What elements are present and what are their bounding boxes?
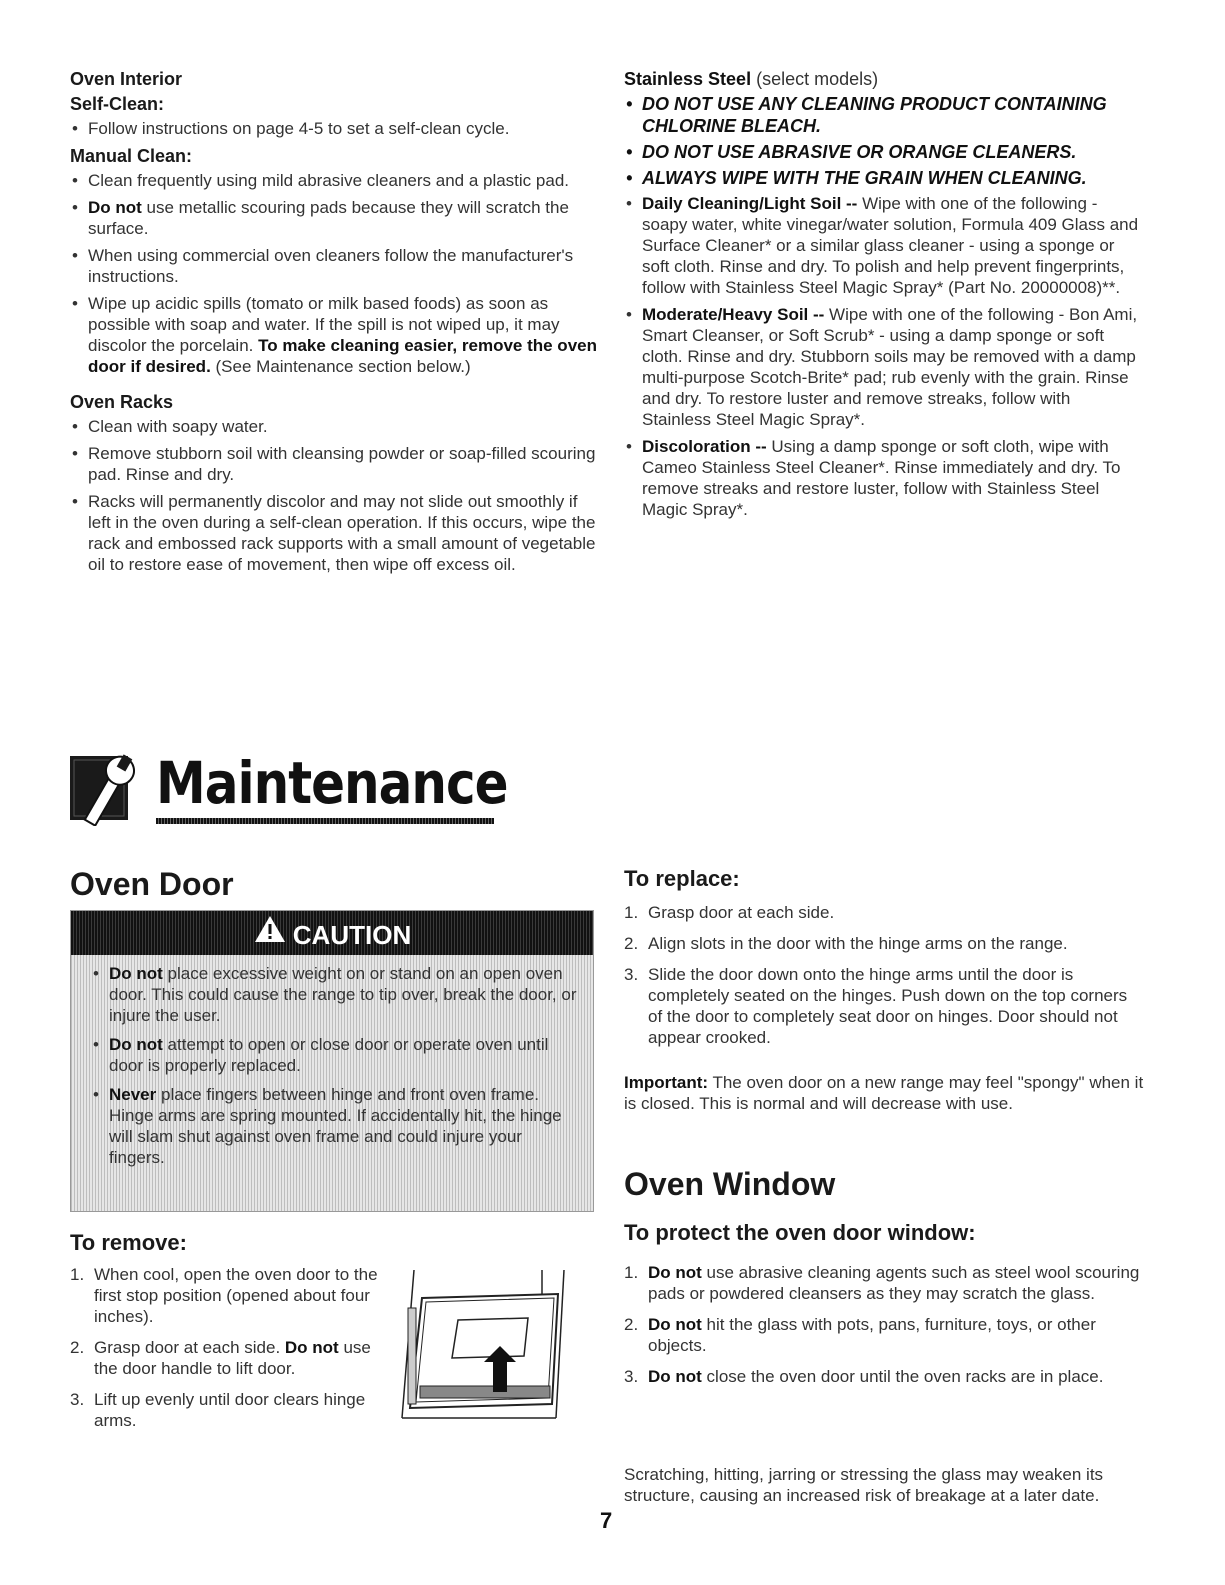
remove-steps — [70, 1264, 388, 1441]
list-item — [70, 293, 600, 377]
list-item: • Clean frequently using mild abrasive cleaners and a plastic pad. — [70, 170, 600, 191]
emphasis-text: Never — [109, 1085, 157, 1104]
list-item — [70, 1389, 388, 1431]
step-text: Slide the door down onto the hinge arms until the door is completely seated on the hinges. Push down on the top corners of the door to completely seat door on hinges. Door should not appear crooked. — [648, 965, 1128, 1047]
step-text: use the door handle to lift door. — [94, 1338, 371, 1378]
list-item — [91, 1034, 581, 1076]
step-text: use abrasive cleaning agents such as steel wool scouring pads or powdered cleansers as they may scratch the glass. — [648, 1263, 1140, 1303]
emphasis-text: Moderate/Heavy Soil -- — [642, 305, 825, 324]
step-text: close the oven door until the oven racks are in place. — [701, 1367, 1104, 1386]
list-item — [624, 193, 1144, 298]
step-number: 3. — [70, 1390, 85, 1409]
step-text: hit the glass with pots, pans, furniture, toys, or other objects. — [648, 1315, 1096, 1355]
oven-window-title: Oven Window — [624, 1166, 836, 1202]
self-clean-heading: Self-Clean: — [70, 94, 165, 114]
step-text: Align slots in the door with the hinge arms on the range. — [648, 934, 1068, 953]
important-note — [624, 1072, 1144, 1114]
window-steps — [624, 1262, 1144, 1397]
list-item-text: (See Maintenance section below.) — [210, 357, 471, 376]
emphasis-text: Do not — [109, 1035, 163, 1054]
caution-list — [71, 955, 593, 1184]
oven-door-illustration — [396, 1268, 568, 1426]
list-item-text: Wipe with one of the following - Bon Ami, Smart Cleanser, or Soft Scrub* - using a damp sponge or soft cloth. Rinse and dry. Stubborn soils may be removed with a damp multi-purpose Scotch-Brite* pad; rub evenly with the grain. Rinse and dry. To restore luster and remove streaks, follow with Stainless Steel Magic Spray*. — [642, 305, 1138, 429]
wrench-icon — [70, 752, 148, 826]
list-item — [624, 436, 1144, 520]
list-item — [70, 1264, 388, 1327]
warning-item: • ALWAYS WIPE WITH THE GRAIN WHEN CLEANING. — [624, 167, 1144, 189]
stainless-heading — [624, 68, 1144, 90]
list-item-text: Wipe up acidic spills (tomato or milk based foods) as soon as possible with soap and water. If the spill is not wiped up, it may discolor the porcelain. — [88, 294, 560, 355]
emphasis-text: Daily Cleaning/Light Soil -- — [642, 194, 858, 213]
stainless-list — [624, 93, 1144, 520]
step-number: 3. — [624, 965, 639, 984]
step-number: 2. — [70, 1338, 85, 1357]
manual-clean-list — [70, 170, 600, 377]
left-top-column — [70, 68, 600, 581]
list-item — [91, 963, 581, 1026]
manual-clean-heading: Manual Clean: — [70, 146, 193, 166]
list-item: • Follow instructions on page 4-5 to set a self-clean cycle. — [70, 118, 600, 139]
list-item: • Remove stubborn soil with cleansing powder or soap-filled scouring pad. Rinse and dry. — [70, 443, 600, 485]
window-closing-note: Scratching, hitting, jarring or stressing the glass may weaken its structure, causing an increased risk of breakage at a later date. — [624, 1465, 1104, 1505]
list-item — [624, 933, 1144, 954]
emphasis-text: Do not — [284, 1338, 339, 1357]
list-item: • When using commercial oven cleaners follow the manufacturer's instructions. — [70, 245, 600, 287]
self-clean-list — [70, 118, 600, 139]
step-number: 1. — [624, 903, 639, 922]
warning-triangle-icon — [253, 913, 287, 957]
list-item: • Clean with soapy water. — [70, 416, 600, 437]
oven-door-title: Oven Door — [70, 866, 234, 902]
maintenance-header — [70, 748, 508, 828]
list-item-text: place excessive weight on or stand on an open oven door. This could cause the range to tip over, break the door, or injure the user. — [109, 964, 577, 1025]
warning-item: • DO NOT USE ANY CLEANING PRODUCT CONTAINING CHLORINE BLEACH. — [624, 93, 1144, 137]
list-item — [624, 304, 1144, 430]
step-text: When cool, open the oven door to the first stop position (opened about four inches). — [94, 1265, 378, 1326]
oven-racks-list — [70, 416, 600, 575]
to-remove-title: To remove: — [70, 1230, 187, 1255]
list-item — [624, 1366, 1144, 1387]
list-item — [624, 1262, 1144, 1304]
protect-window-title: To protect the oven door window: — [624, 1220, 976, 1245]
list-item — [70, 197, 600, 239]
step-number: 1. — [624, 1263, 639, 1282]
step-number: 2. — [624, 934, 639, 953]
maintenance-underline — [156, 818, 494, 824]
page-number: 7 — [600, 1508, 613, 1533]
step-number: 1. — [70, 1265, 85, 1284]
list-item — [70, 1337, 388, 1379]
right-top-column — [624, 68, 1144, 526]
step-text: Lift up evenly until door clears hinge arms. — [94, 1390, 366, 1430]
list-item-text: use metallic scouring pads because they will scratch the surface. — [88, 198, 569, 238]
emphasis-text: Do not — [109, 964, 163, 983]
oven-interior-heading: Oven Interior — [70, 69, 183, 89]
list-item — [624, 964, 1144, 1048]
oven-racks-heading: Oven Racks — [70, 392, 174, 412]
emphasis-text: Do not — [648, 1367, 702, 1386]
list-item — [624, 902, 1144, 923]
list-item-text: attempt to open or close door or operate oven until door is properly replaced. — [109, 1035, 549, 1075]
step-number: 2. — [624, 1315, 639, 1334]
emphasis-text: Do not — [648, 1263, 702, 1282]
to-replace-title: To replace: — [624, 866, 740, 891]
emphasis-text: Do not — [88, 198, 142, 217]
list-item: • Racks will permanently discolor and may not slide out smoothly if left in the oven during a self-clean operation. If this occurs, wipe the rack and embossed rack supports with a small amount of vegetable oil to restore ease of movement, then wipe off excess oil. — [70, 491, 600, 575]
emphasis-text: Do not — [648, 1315, 702, 1334]
list-item-text: Using a damp sponge or soft cloth, wipe with Cameo Stainless Steel Cleaner*. Rinse immediately and dry. To remove streaks and restore luster, follow with Stainless Steel Magic Spray*. — [642, 437, 1121, 519]
stainless-label: Stainless Steel — [624, 69, 752, 89]
caution-box — [70, 910, 594, 1212]
emphasis-text: Discoloration -- — [642, 437, 767, 456]
important-label: Important: — [624, 1073, 709, 1092]
caution-bar — [71, 911, 593, 955]
important-text: The oven door on a new range may feel "spongy" when it is closed. This is normal and will decrease with use. — [624, 1073, 1144, 1113]
step-text: Grasp door at each side. — [648, 903, 835, 922]
step-text: Grasp door at each side. — [94, 1338, 285, 1357]
maintenance-title: Maintenance — [156, 750, 508, 817]
list-item — [624, 1314, 1144, 1356]
replace-steps — [624, 902, 1144, 1058]
list-item-text: Wipe with one of the following - soapy water, white vinegar/water solution, Formula 409 Glass and Surface Cleaner* or a similar glass cleaner - using a sponge or soft cloth. Rinse and dry. To polish and help prevent fingerprints, follow with Stainless Steel Magic Spray* (Part No. 20000008)**. — [642, 194, 1139, 297]
list-item-text: place fingers between hinge and front oven frame. Hinge arms are spring mounted. If accidentally hit, the hinge will slam shut against oven frame and could injure your fingers. — [109, 1085, 562, 1167]
emphasis-text: To make cleaning easier, remove the oven door if desired. — [88, 336, 597, 376]
caution-label: CAUTION — [292, 920, 412, 951]
step-number: 3. — [624, 1367, 639, 1386]
warning-item: • DO NOT USE ABRASIVE OR ORANGE CLEANERS. — [624, 141, 1144, 163]
stainless-note: (select models) — [751, 69, 879, 89]
list-item — [91, 1084, 581, 1168]
